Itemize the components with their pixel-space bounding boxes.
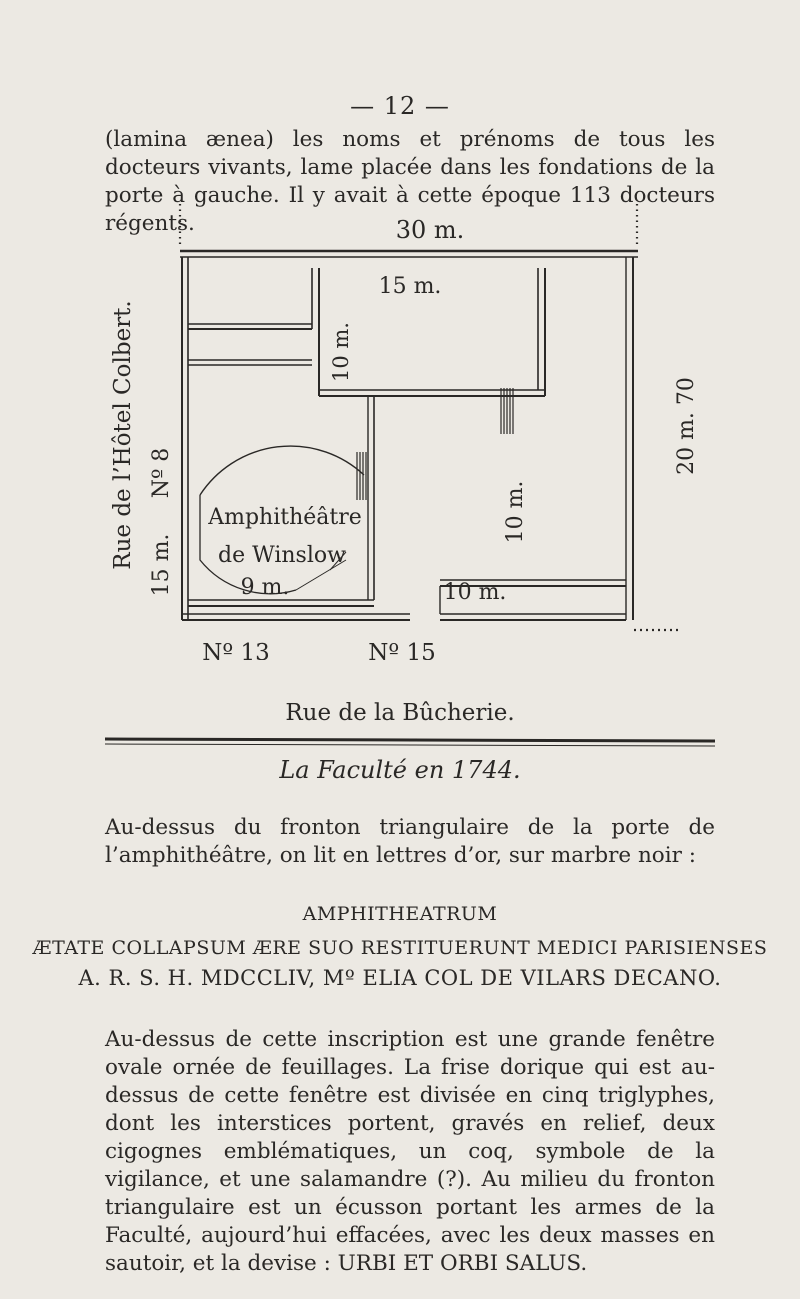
street-bottom: Rue de la Bûcherie. bbox=[285, 700, 515, 726]
amphitheatre-label-2: de Winslow bbox=[218, 543, 346, 568]
dim-10m-middle: 10 m. bbox=[503, 480, 528, 544]
figure-caption: La Faculté en 1744. bbox=[279, 756, 521, 784]
inscription-line-3: A. R. S. H. MDCCLIV, Mº ELIA COL DE VILARS DECANO. bbox=[78, 966, 722, 990]
inscription-line-1: AMPHITHEATRUM bbox=[302, 903, 498, 925]
dim-30m: 30 m. bbox=[395, 216, 465, 244]
dim-15m-left: 15 m. bbox=[149, 533, 174, 597]
dim-20m70: 20 m. 70 bbox=[674, 377, 699, 475]
amphitheatre-label-1: Amphithéâtre bbox=[208, 505, 362, 530]
page-number: — 12 — bbox=[350, 92, 450, 120]
dim-15m: 15 m. bbox=[378, 274, 442, 299]
street-left: Rue de l’Hôtel Colbert. bbox=[110, 300, 136, 570]
number-8: Nº 8 bbox=[149, 447, 174, 499]
paragraph-3-text: Au-dessus de cette inscription est une grande fenêtre ovale ornée de feuillages. La frise dorique qui est au-dessus de cette fenêtre est divisée en cinq triglyphes, dont les interstices portent, gravés en relief, deux cigognes emblématiques, un coq, symbole de la vigilance, et une salamandre (?). Au milieu du fronton triangulaire est un écusson portant les armes de la Faculté, aujourd’hui effacées, avec les deux masses en sautoir, et la devise : URBI ET ORBI SALUS. bbox=[105, 1027, 715, 1276]
dim-10m-inner: 10 m. bbox=[329, 322, 353, 382]
intro-text: (lamina ænea) les noms et prénoms de tous les docteurs vivants, lame placée dans les fondations de la porte à gauche. Il y avait à cette époque 113 docteurs régents. bbox=[105, 127, 715, 236]
paragraph-2 bbox=[105, 814, 715, 870]
paragraph-2-text: Au-dessus du fronton triangulaire de la porte de l’amphithéâtre, on lit en lettres d’or, sur marbre noir : bbox=[105, 815, 715, 868]
inscription-line-2: ÆTATE COLLAPSUM ÆRE SUO RESTITUERUNT MEDICI PARISIENSES bbox=[32, 937, 768, 959]
number-15: Nº 15 bbox=[368, 640, 436, 660]
paragraph-3 bbox=[105, 1026, 715, 1278]
floor-plan bbox=[0, 190, 800, 660]
number-13: Nº 13 bbox=[202, 640, 270, 660]
dim-10m-bottom: 10 m. bbox=[443, 580, 507, 605]
street-bottom-rule bbox=[0, 735, 800, 749]
dim-9m: 9 m. bbox=[240, 575, 290, 600]
